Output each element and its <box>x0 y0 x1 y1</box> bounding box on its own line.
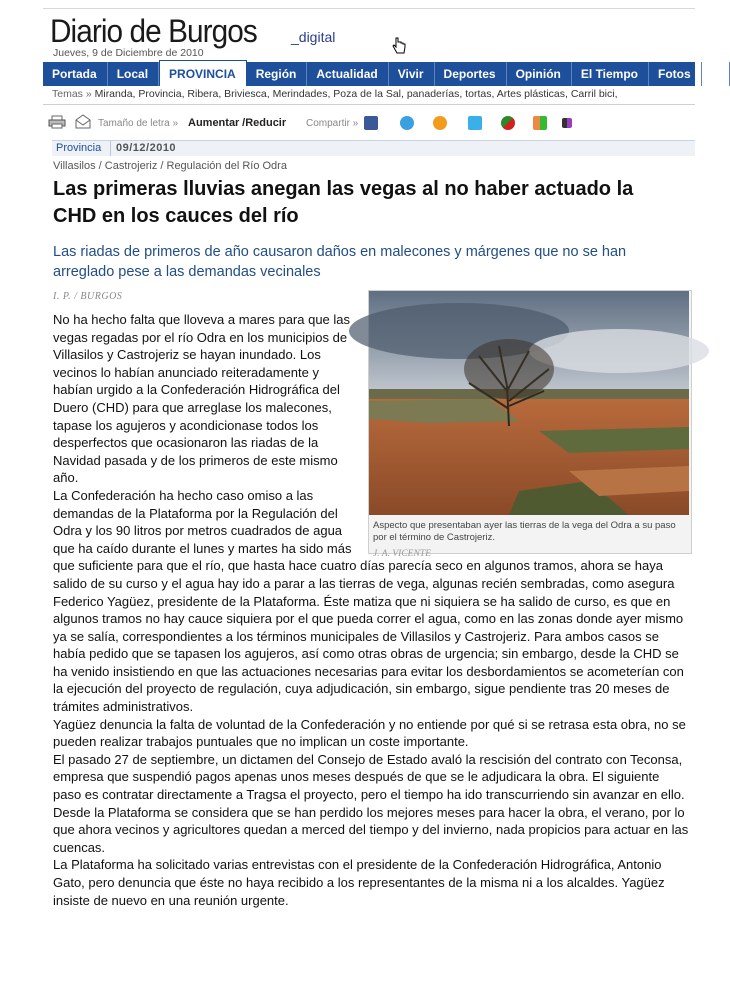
article-tools <box>46 114 695 134</box>
section-link[interactable]: Provincia <box>56 142 102 154</box>
hand-cursor-icon <box>392 37 406 55</box>
email-icon[interactable] <box>74 114 92 130</box>
windows-live-icon[interactable] <box>533 116 547 130</box>
share-label: Compartir » <box>306 118 359 129</box>
logo-digital-suffix: _digital <box>291 29 336 45</box>
nav-region[interactable]: Región <box>247 62 308 86</box>
nav-provincia[interactable]: PROVINCIA <box>159 60 247 86</box>
section-bar <box>52 140 695 156</box>
photo-caption: Aspecto que presentaban ayer las tierras de la vega del Odra a su paso por el término de Castrojeriz. <box>373 520 676 543</box>
article-paragraph: Desde la Plataforma se considera que se han perdido los mejores meses para hacer la obra, el verano, por lo que ahora vecinos y agricultores quedan a merced del tiempo y del invierno, nada propicios para actuar en las cuencas. <box>53 804 689 855</box>
article-kicker: Villasilos / Castrojeriz / Regulación del Río Odra <box>53 160 287 172</box>
article-photo[interactable] <box>369 291 689 515</box>
article-paragraph: Yagüez denuncia la falta de voluntad de la Confederación y no entiende por qué si se retrasa esta obra, no se pueden realizar trabajos puntuales que no implican un coste importante. <box>53 716 686 750</box>
main-nav <box>43 62 719 86</box>
article-author: I. P. / BURGOS <box>53 291 123 302</box>
font-decrease-button[interactable]: Reducir <box>245 117 287 129</box>
site-logo[interactable]: Diario de Burgos <box>50 13 257 49</box>
topics-bar <box>52 88 695 100</box>
article-paragraph: La Confederación ha hecho caso omiso a las demandas de la Plataforma por la Regulación del Odra y los 90 litros por metros cuadrados de agua que ha caído durante el lunes y martes ha sido más que suficiente para que el río, que hasta hace cuatro días parecía seco en algunos tramos, ahora se haya salido de su curso y el agua hay ido a parar a las tierras de vega, algunas recién sembradas, como asegura Federico Yagüez, presidente de la Plataforma. Éste matiza que ni siquiera se ha salido de curso, es que en algunos tramos no hay cauce siquiera por el que pueda correr el agua, como en las zonas donde ayer mismo ya se salía, correspondientes a los términos municipales de Villasilos y Castrojeriz. Para ambos casos se había pedido que se tapasen los agujeros, así como otras obras de urgencia; sin embargo, desde la CHD se ha venido insistiendo en que las actuaciones necesarias para evitar los desbordamientos se acometerían con la ejecución del proyecto de regulación, cuya adjudicación, sin embargo, sigue pendiente tras 20 meses de trámites administrativos. <box>53 487 684 715</box>
article-subtitle: Las riadas de primeros de año causaron daños en malecones y márgenes que no se han arreglado pese a las demandas vecinales <box>53 244 627 280</box>
header-date: Jueves, 9 de Diciembre de 2010 <box>53 47 204 59</box>
nav-portada[interactable]: Portada <box>43 62 108 86</box>
font-size-separator: / <box>242 117 246 129</box>
nav-opinion[interactable]: Opinión <box>507 62 572 86</box>
nav-local[interactable]: Local <box>108 62 159 86</box>
photo-credit: J. A. VICENTE <box>373 549 431 559</box>
nav-deportes[interactable]: Deportes <box>435 62 507 86</box>
topics-links[interactable]: Miranda, Provincia, Ribera, Briviesca, Merindades, Poza de la Sal, panaderías, tortas, Artes plásticas, Carril bici, <box>94 88 618 100</box>
google-icon[interactable] <box>433 116 447 130</box>
article-date: 09/12/2010 <box>116 142 177 154</box>
technorati-icon[interactable] <box>562 118 572 128</box>
masthead <box>43 8 695 61</box>
print-icon[interactable] <box>48 115 66 129</box>
article-title: Las primeras lluvias anegan las vegas al no haber actuado la CHD en los cauces del río <box>53 178 634 227</box>
meneame-icon[interactable] <box>400 116 414 130</box>
nav-fotos[interactable]: Fotos <box>649 62 702 86</box>
nav-actualidad[interactable]: Actualidad <box>307 62 388 86</box>
twitter-icon[interactable] <box>468 116 482 130</box>
topics-label: Temas » <box>52 88 92 100</box>
nav-vivir[interactable]: Vivir <box>389 62 435 86</box>
nav-e[interactable]: E <box>702 62 730 86</box>
divider <box>43 104 695 105</box>
article-figure <box>368 290 692 559</box>
delicious-icon[interactable] <box>501 116 515 130</box>
font-size-label: Tamaño de letra » <box>98 118 179 129</box>
article-paragraph: No ha hecho falta que lloveva a mares para que las vegas regadas por el río Odra en los municipios de Villasilos y Castrojeriz se hayan inundado. Los vecinos lo habían anunciado reiteradamente y habían urgido a la Confederación Hidrográfica del Duero (CHD) para que arreglase los malecones, tapase los agujeros y acondicionase todos los desperfectos que ocasionaron las riadas de la Navidad pasada y de los primeros de este mismo año. <box>53 312 351 486</box>
nav-el-tiempo[interactable]: El Tiempo <box>572 62 649 86</box>
article-paragraph: El pasado 27 de septiembre, un dictamen del Consejo de Estado avaló la rescisión del contrato con Teconsa, empresa que suspendió pagos apenas unos meses después de que se le adjudicara la obra. El siguiente paso es contratar directamente a Tragsa el proyecto, pero el tiempo ha ido transcurriendo sin avanzar en ello. <box>53 751 685 803</box>
font-increase-button[interactable]: Aumentar <box>188 117 240 129</box>
article-body <box>53 311 689 909</box>
facebook-icon[interactable] <box>364 116 378 130</box>
section-separator <box>110 141 111 156</box>
article-paragraph: La Plataforma ha solicitado varias entrevistas con el presidente de la Confederación Hidrográfica, Antonio Gato, pero denuncia que éste no haya recibido a los representantes de la misma ni a los alcaldes. Yagüez insiste de nuevo en una reunión urgente. <box>53 857 665 908</box>
